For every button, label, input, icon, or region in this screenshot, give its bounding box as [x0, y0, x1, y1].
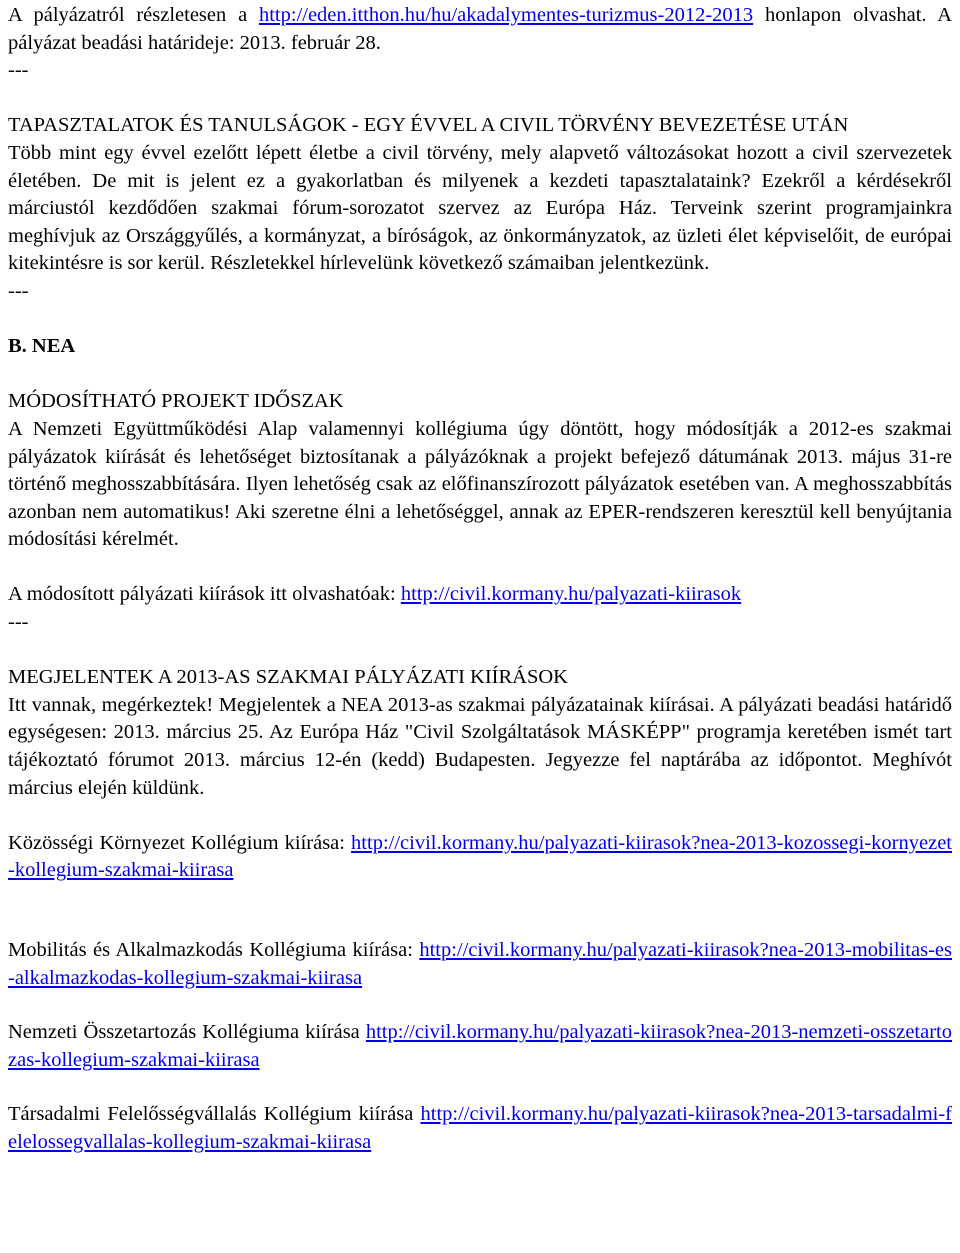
separator: ---: [8, 279, 29, 302]
separator: ---: [8, 611, 29, 634]
spacer: [8, 306, 952, 334]
call-item-nemzeti: [8, 1019, 952, 1074]
call-item-link[interactable]: http://civil.kormany.hu/palyazati-kiirasok?nea-2013-nemzeti-osszetartozas-kollegium-szakmai-kiirasa: [8, 1021, 952, 1071]
spacer: [8, 802, 952, 830]
spacer: [8, 885, 952, 937]
calls-heading: MEGJELENTEK A 2013-AS SZAKMAI PÁLYÁZATI KIÍRÁSOK: [8, 666, 568, 689]
modifiable-heading: MÓDOSÍTHATÓ PROJEKT IDŐSZAK: [8, 390, 344, 413]
separator: ---: [8, 59, 29, 82]
spacer: [8, 1074, 952, 1101]
call-item-label: Társadalmi Felelősségvállalás Kollégium kiírása: [8, 1103, 421, 1126]
palyazati-kiirasok-link[interactable]: http://civil.kormany.hu/palyazati-kiirasok: [400, 583, 742, 606]
spacer: [8, 992, 952, 1019]
call-item-link[interactable]: http://civil.kormany.hu/palyazati-kiirasok?nea-2013-tarsadalmi-felelossegvallalas-kollegium-szakmai-kiirasa: [8, 1103, 952, 1153]
spacer: [8, 85, 952, 113]
call-item-label: Közösségi Környezet Kollégium kiírása:: [8, 831, 352, 854]
modifiable-link-line: [8, 581, 952, 609]
civil-law-heading: TAPASZTALATOK ÉS TANULSÁGOK - EGY ÉVVEL A CIVIL TÖRVÉNY BEVEZETÉSE UTÁN: [8, 114, 849, 137]
modifiable-body: A Nemzeti Együttműködési Alap valamennyi kollégiuma úgy döntött, hogy módosítják a 2012-es szakmai pályázatok kiírását és lehetőséget biztosítanak a pályázóknak a projekt befejező dátumának 2013. május 31-re történő meghosszabbítására. Ilyen lehetőség csak az előfinanszírozott pályázatok esetében van. A meghosszabbítás azonban nem automatikus! Aki szeretne élni a lehetőséggel, annak az EPER-rendszeren keresztül kell benyújtania módosítási kérelmét.: [8, 417, 952, 551]
call-item-link[interactable]: http://civil.kormany.hu/palyazati-kiirasok?nea-2013-mobilitas-es-alkalmazkodas-kollegium-szakmai-kiirasa: [8, 939, 952, 989]
section-b-title: B. NEA: [8, 335, 76, 358]
spacer: [8, 554, 952, 582]
calls-body: Itt vannak, megérkeztek! Megjelentek a NEA 2013-as szakmai pályázatainak kiírásai. A pályázati beadási határidő egységesen: 2013. március 25. Az Európa Ház "Civil Szolgáltatások MÁSKÉPP" programja keretében ismét tart tájékoztató fórumot 2013. március 12-én (kedd) Budapesten. Jegyezze fel naptárába az időpontot. Meghívót március elején küldünk.: [8, 693, 952, 799]
civil-law-body: Több mint egy évvel ezelőtt lépett életbe a civil törvény, mely alapvető változásokat hozott a civil szervezetek életében. De mit is jelent ez a gyakorlatban és milyenek a kezdeti tapasztalataink? Ezekről a kérdésekről márciustól kezdődően szakmai fórum-sorozatot szervez az Európa Ház. Terveink szerint programjainkra meghívjuk az Országgyűlés, a kormányzat, a bíróságok, az önkormányzatok, az üzleti élet képviselőit, de európai kitekintésre is sor kerül. Részletekkel hírlevelünk következő számaiban jelentkezünk.: [8, 141, 952, 275]
call-item-link[interactable]: http://civil.kormany.hu/palyazati-kiirasok?nea-2013-kozossegi-kornyezet-kollegium-szakmai-kiirasa: [8, 831, 952, 882]
intro-text: A pályázatról részletesen a: [8, 4, 259, 26]
call-item-mobilitas: [8, 937, 952, 992]
spacer: [8, 637, 952, 665]
intro-paragraph: [8, 0, 952, 57]
call-item-kozossegi: [8, 830, 952, 885]
call-item-tarsadalmi: [8, 1101, 952, 1156]
intro-deadline-text: honlapon olvashat. A pályázat beadási határideje: 2013. február 28.: [8, 4, 952, 54]
call-item-label: Nemzeti Összetartozás Kollégiuma kiírása: [8, 1021, 366, 1044]
spacer: [8, 361, 952, 389]
eden-link[interactable]: http://eden.itthon.hu/hu/akadalymentes-turizmus-2012-2013: [258, 4, 754, 26]
call-item-label: Mobilitás és Alkalmazkodás Kollégiuma kiírása:: [8, 939, 420, 961]
modifiable-link-label: A módosított pályázati kiírások itt olvashatóak:: [8, 583, 401, 606]
